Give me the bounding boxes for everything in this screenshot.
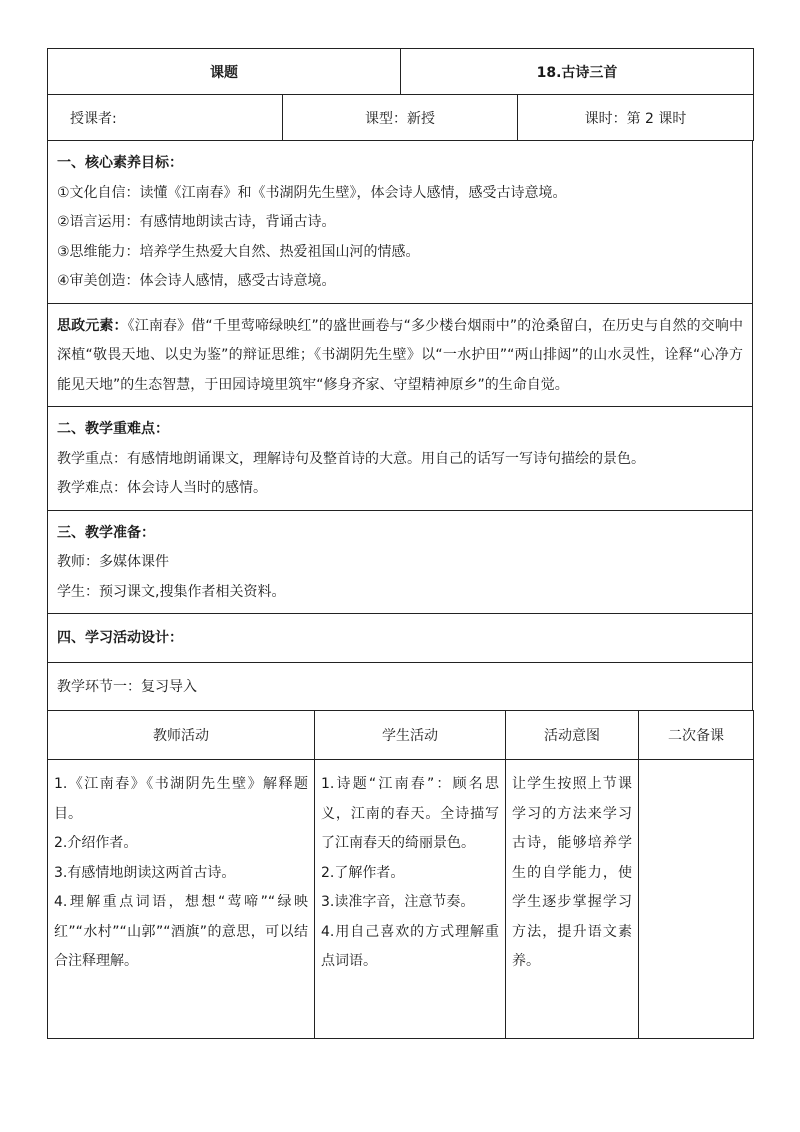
keypoints-section: [48, 407, 753, 511]
sections-table: [47, 140, 753, 711]
activity-step-cell: [48, 662, 753, 711]
topic-label: 课题: [48, 49, 401, 95]
activity-step: 教学环节一：复习导入: [57, 678, 197, 695]
goal-item: ④审美创造：体会诗人感情，感受古诗意境。: [57, 273, 336, 289]
activity-table: [47, 710, 754, 1039]
student-activity-item: 2.了解作者。: [321, 864, 405, 881]
prep-student: 学生：预习课文,搜集作者相关资料。: [57, 583, 286, 600]
teacher-label: 授课者:: [48, 95, 283, 141]
header-table: [47, 48, 754, 95]
student-activity-cell: [315, 760, 506, 1039]
teacher-activity-item: 3.有感情地朗读这两首古诗。: [54, 864, 236, 881]
teaching-focus: 教学重点：有感情地朗诵课文，理解诗句及整首诗的大意。用自己的话写一写诗句描绘的景色。: [57, 450, 645, 467]
student-activity-item: 4.用自己喜欢的方式理解重点词语。: [321, 923, 499, 969]
prep-heading: 三、教学准备：: [57, 524, 155, 541]
teacher-activity-cell: [48, 760, 315, 1039]
prep-teacher: 教师：多媒体课件: [57, 554, 169, 570]
second-prep-cell[interactable]: [639, 760, 754, 1039]
goals-heading: 一、核心素养目标：: [57, 155, 183, 171]
keypoints-heading: 二、教学重难点：: [57, 421, 169, 437]
goal-item: ②语言运用：有感情地朗读古诗，背诵古诗。: [57, 214, 336, 230]
column-header: 活动意图: [506, 711, 639, 760]
teaching-difficulty: 教学难点：体会诗人当时的感情。: [57, 480, 267, 496]
column-header: 二次备课: [639, 711, 754, 760]
lesson-time: 课时：第 2 课时: [518, 95, 754, 141]
column-header: 学生活动: [315, 711, 506, 760]
intent-cell: [506, 760, 639, 1039]
student-activity-item: 1.诗题“江南春”：顾名思义，江南的春天。全诗描写了江南春天的绮丽景色。: [321, 776, 499, 851]
ideology-label: 思政元素：: [57, 317, 128, 334]
activity-heading: 四、学习活动设计：: [57, 630, 183, 646]
teacher-activity-item: 2.介绍作者。: [54, 835, 138, 851]
lesson-plan-document: [47, 48, 753, 1039]
goal-item: ③思维能力：培养学生热爱大自然、热爱祖国山河的情感。: [57, 243, 420, 260]
info-table: [47, 94, 754, 141]
ideology-section: [48, 303, 753, 407]
teacher-activity-item: 1.《江南春》《书湖阴先生壁》解释题目。: [54, 776, 308, 822]
activity-intent: 让学生按照上节课学习的方法来学习古诗，能够培养学生的自学能力，使学生逐步掌握学习方法，提升语文素养。: [512, 776, 632, 969]
ideology-text: 《江南春》借“千里莺啼绿映红”的盛世画卷与“多少楼台烟雨中”的沧桑留白，在历史与自然的交响中深植“敬畏天地、以史为鉴”的辩证思维；《书湖阴先生壁》以“一水护田”“两山排闼”的山水灵性，诠释“心净方能见天地”的生态智慧，于田园诗境里筑牢“修身齐家、守望精神原乡”的生命自觉。: [57, 317, 744, 393]
topic-value: 18.古诗三首: [401, 49, 754, 95]
activity-heading-cell: [48, 614, 753, 663]
goal-item: ①文化自信：读懂《江南春》和《书湖阴先生壁》，体会诗人感情，感受古诗意境。: [57, 184, 567, 201]
student-activity-item: 3.读准字音，注意节奏。: [321, 894, 475, 910]
goals-section: [48, 141, 753, 304]
column-header: 教师活动: [48, 711, 315, 760]
teacher-activity-item: 4.理解重点词语，想想“莺啼”“绿映红”“水村”“山郭”“酒旗”的意思，可以结合注释理解。: [54, 894, 308, 969]
prep-section: [48, 510, 753, 614]
lesson-type: 课型：新授: [283, 95, 518, 141]
